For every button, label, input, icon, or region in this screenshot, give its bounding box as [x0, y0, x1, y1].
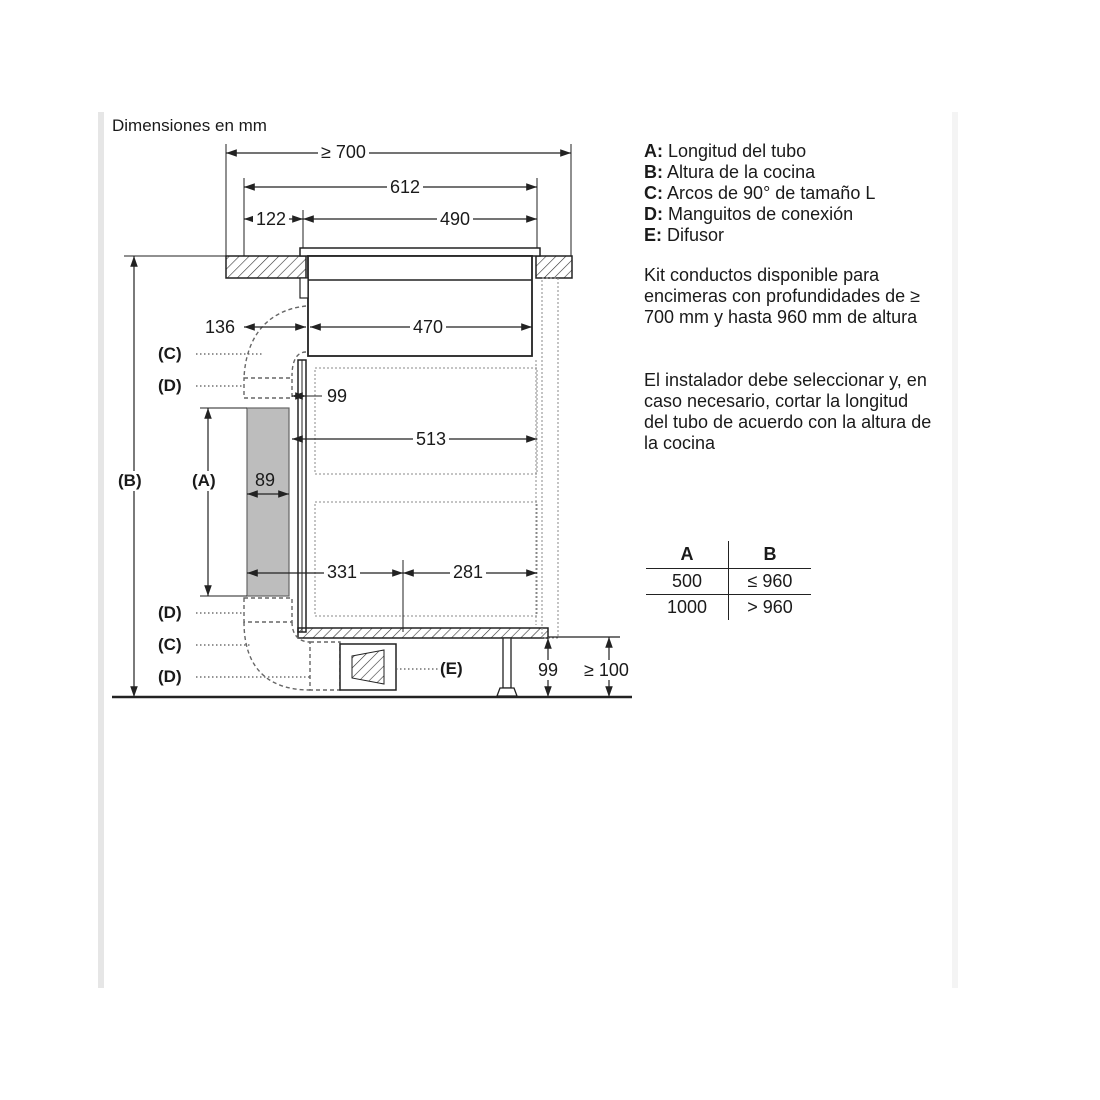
legend-item-c: C: Arcos de 90° de tamaño L — [644, 183, 876, 203]
dim-136-label: 136 — [202, 317, 238, 337]
ref-d-lower: (D) — [158, 603, 182, 622]
duct-bend-upper — [244, 306, 306, 378]
note-kit: Kit conductos disponible para encimeras con profundidades de ≥ 700 mm y hasta 960 mm de altura — [644, 265, 921, 327]
cabinet-leg — [503, 638, 511, 688]
worktop-left — [226, 256, 306, 278]
legend-item-e: E: Difusor — [644, 225, 725, 245]
ref-a: (A) — [192, 471, 216, 490]
ref-e: (E) — [440, 659, 463, 678]
dim-331-label: 331 — [324, 562, 360, 582]
cabinet-side-right — [542, 278, 558, 638]
leg-foot — [497, 688, 517, 696]
length-table — [646, 541, 811, 620]
dim-490-label: 490 — [437, 209, 473, 229]
table-header-a: A — [646, 541, 729, 569]
dim-470-label: 470 — [410, 317, 446, 337]
legend-item-d: D: Manguitos de conexión — [644, 204, 854, 224]
legend — [644, 141, 875, 246]
table-row: 1000 > 960 — [646, 595, 811, 621]
dim-89-label: 89 — [252, 470, 278, 490]
cabinet-bottom-shelf — [298, 628, 548, 638]
ref-d-upper: (D) — [158, 376, 182, 395]
ref-d-bottom: (D) — [158, 667, 182, 686]
duct-sleeve-bottom — [310, 642, 340, 690]
dim-700-label: ≥ 700 — [318, 142, 369, 162]
hob-bracket — [300, 278, 308, 298]
ref-b: (B) — [118, 471, 142, 490]
hob-glass — [300, 248, 540, 256]
drawer-lower — [315, 502, 537, 616]
dim-281-label: 281 — [450, 562, 486, 582]
dim-100-label: ≥ 100 — [581, 660, 632, 680]
dim-122-label: 122 — [253, 209, 289, 229]
duct-sleeve-lower — [244, 598, 292, 622]
legend-item-a: A: Longitud del tubo — [644, 141, 807, 161]
legend-item-b: B: Altura de la cocina — [644, 162, 816, 182]
duct-sleeve-upper — [244, 378, 292, 398]
table-row: 500 ≤ 960 — [646, 569, 811, 595]
drawer-upper — [315, 368, 537, 474]
dim-99b-label: 99 — [535, 660, 561, 680]
note-installer: El instalador debe seleccionar y, en caso necesario, cortar la longitud del tubo de acuerdo con la altura de la cocina — [644, 370, 932, 453]
dim-99a-label: 99 — [324, 386, 350, 406]
ref-c-lower: (C) — [158, 635, 182, 654]
dim-513-label: 513 — [413, 429, 449, 449]
dim-612-label: 612 — [387, 177, 423, 197]
duct-pipe — [247, 408, 289, 596]
worktop-right — [536, 256, 572, 278]
table-header-b: B — [729, 541, 812, 569]
hob-body — [308, 256, 532, 356]
diagram-title: Dimensiones en mm — [112, 116, 267, 135]
ref-c-upper: (C) — [158, 344, 182, 363]
